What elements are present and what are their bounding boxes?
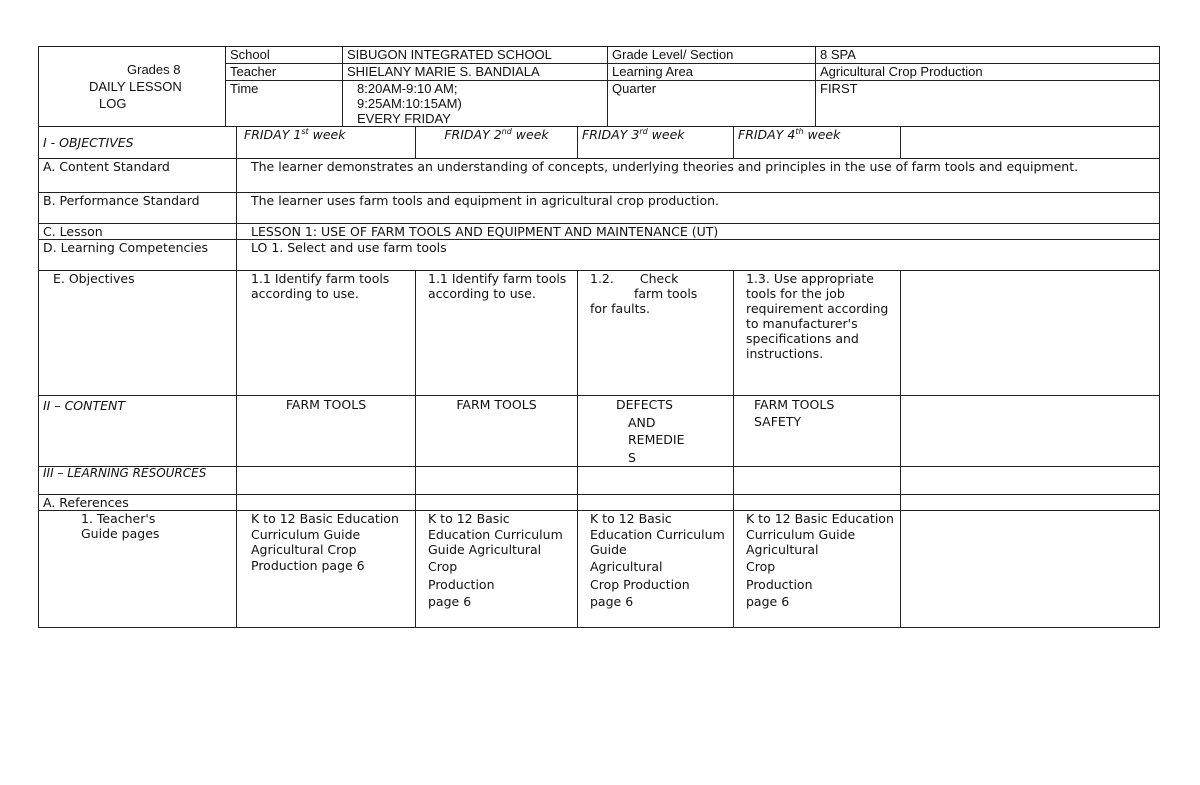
area-value: Agricultural Crop Production bbox=[816, 64, 1160, 81]
empty-cell bbox=[901, 271, 1160, 396]
performance-label: B. Performance Standard bbox=[39, 193, 237, 224]
reference-1: K to 12 Basic Education Curriculum Guide Agricultural Crop Production page 6 bbox=[237, 511, 416, 628]
empty-cell bbox=[734, 495, 901, 511]
school-label: School bbox=[226, 47, 343, 64]
empty-cell bbox=[578, 495, 734, 511]
empty-cell bbox=[237, 467, 416, 495]
week-3: FRIDAY 3rd week bbox=[578, 127, 734, 159]
quarter-label: Quarter bbox=[608, 81, 816, 127]
empty-cell bbox=[416, 495, 578, 511]
reference-4: K to 12 Basic Education Curriculum Guide Agricultural Crop Production page 6 bbox=[734, 511, 901, 628]
reference-3: K to 12 Basic Education Curriculum Guide Agricultural Crop Production page 6 bbox=[578, 511, 734, 628]
references-row bbox=[39, 495, 1160, 511]
content-2: FARM TOOLS bbox=[416, 396, 578, 467]
e-objectives-row bbox=[39, 271, 1160, 396]
objective-3: 1.2. Check farm tools for faults. bbox=[578, 271, 734, 396]
competencies-label: D. Learning Competencies bbox=[39, 240, 237, 271]
lesson-row bbox=[39, 224, 1160, 240]
empty-cell bbox=[734, 467, 901, 495]
grade-value: 8 SPA bbox=[816, 47, 1160, 64]
competencies-value: LO 1. Select and use farm tools bbox=[237, 240, 1160, 271]
quarter-value: FIRST bbox=[816, 81, 1160, 127]
objective-1: 1.1 Identify farm tools according to use. bbox=[237, 271, 416, 396]
resources-label: III – LEARNING RESOURCES bbox=[39, 467, 237, 495]
content-1: FARM TOOLS bbox=[237, 396, 416, 467]
daily-lesson-log bbox=[38, 46, 1159, 628]
objective-2: 1.1 Identify farm tools according to use. bbox=[416, 271, 578, 396]
lesson-value: LESSON 1: USE OF FARM TOOLS AND EQUIPMENT AND MAINTENANCE (UT) bbox=[237, 224, 1160, 240]
content-row bbox=[39, 396, 1160, 467]
lesson-label: C. Lesson bbox=[39, 224, 237, 240]
lesson-table bbox=[38, 126, 1160, 628]
time-label: Time bbox=[226, 81, 343, 127]
content-3: DEFECTS AND REMEDIE S bbox=[578, 396, 734, 467]
resources-row bbox=[39, 467, 1160, 495]
empty-cell bbox=[901, 127, 1160, 159]
teachers-guide-label: 1. Teacher's Guide pages bbox=[39, 511, 237, 628]
references-label: A. References bbox=[39, 495, 237, 511]
empty-cell bbox=[901, 511, 1160, 628]
teacher-value: SHIELANY MARIE S. BANDIALA bbox=[343, 64, 608, 81]
week-4: FRIDAY 4th week bbox=[734, 127, 901, 159]
objective-4: 1.3. Use appropriate tools for the job requirement according to manufacturer's specifications and instructions. bbox=[734, 271, 901, 396]
e-objectives-label: E. Objectives bbox=[39, 271, 237, 396]
reference-2: K to 12 Basic Education Curriculum Guide Agricultural Crop Production page 6 bbox=[416, 511, 578, 628]
empty-cell bbox=[578, 467, 734, 495]
competencies-row bbox=[39, 240, 1160, 271]
empty-cell bbox=[416, 467, 578, 495]
dll-title: Grades 8 DAILY LESSON LOG bbox=[39, 47, 226, 127]
empty-cell bbox=[237, 495, 416, 511]
week-1: FRIDAY 1st week bbox=[237, 127, 416, 159]
teacher-label: Teacher bbox=[226, 64, 343, 81]
week-2: FRIDAY 2nd week bbox=[416, 127, 578, 159]
content-4: FARM TOOLS SAFETY bbox=[734, 396, 901, 467]
empty-cell bbox=[901, 495, 1160, 511]
time-value: 8:20AM-9:10 AM; 9:25AM:10:15AM) EVERY FRIDAY bbox=[343, 81, 608, 127]
content-label: II – CONTENT bbox=[39, 396, 237, 467]
school-value: SIBUGON INTEGRATED SCHOOL bbox=[343, 47, 608, 64]
empty-cell bbox=[901, 396, 1160, 467]
performance-row bbox=[39, 193, 1160, 224]
area-label: Learning Area bbox=[608, 64, 816, 81]
objectives-row bbox=[39, 127, 1160, 159]
performance-value: The learner uses farm tools and equipment in agricultural crop production. bbox=[237, 193, 1160, 224]
content-standard-value: The learner demonstrates an understanding of concepts, underlying theories and principles in the use of farm tools and equipment. bbox=[237, 159, 1160, 193]
content-standard-row bbox=[39, 159, 1160, 193]
teachers-guide-row bbox=[39, 511, 1160, 628]
objectives-label: I - OBJECTIVES bbox=[39, 127, 237, 159]
header-table bbox=[38, 46, 1160, 127]
content-standard-label: A. Content Standard bbox=[39, 159, 237, 193]
empty-cell bbox=[901, 467, 1160, 495]
grade-label: Grade Level/ Section bbox=[608, 47, 816, 64]
